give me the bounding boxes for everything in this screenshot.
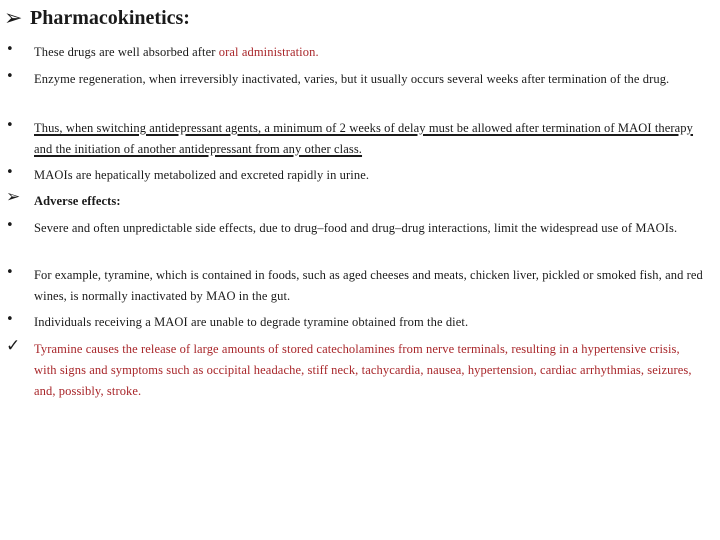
bullet-icon: • [6,165,14,180]
subsection-heading-text: Adverse effects: [34,194,121,208]
list-item-text: MAOIs are hepatically metabolized and excreted rapidly in urine. [34,168,370,182]
heading-text: Pharmacokinetics: [30,7,190,29]
list-item-text: Tyramine causes the release of large amounts of stored catecholamines from nerve terminals, resulting in a hypertensive crisis, with signs and symptoms such as occipital headache, stiff neck, tachycardia, nausea, hypertension, cardiac arrhythmias, seizures, and, possibly, stroke. [34,342,692,398]
bullet-icon: • [6,218,14,233]
list-item-text: For example, tyramine, which is contained in foods, such as aged cheeses and meats, chicken liver, pickled or smoked fish, and red wines, is normally inactivated by MAO in the gut. [34,268,703,303]
bullet-icon: • [6,69,14,84]
list-item-text: Enzyme regeneration, when irreversibly inactivated, varies, but it usually occurs several weeks after termination of the drug. [34,72,670,86]
bullet-icon: • [6,312,14,327]
bullet-icon: • [6,265,14,280]
arrow-bullet-icon: ➢ [6,187,21,207]
highlight-text: oral administration. [218,45,319,59]
list-item-text: Severe and often unpredictable side effects, due to drug–food and drug–drug interactions, limit the widespread use of MAOIs. [34,221,678,235]
check-icon: ✓ [6,336,21,356]
bullet-icon: • [6,118,14,133]
section-heading-pharmacokinetics [4,6,190,31]
list-item-text: Individuals receiving a MAOI are unable to degrade tyramine obtained from the diet. [34,315,469,329]
list-item-text: Thus, when switching antidepressant agents, a minimum of 2 weeks of delay must be allowed after termination of MAOI therapy and the initiation of another antidepressant from any other class. [34,121,694,156]
arrow-bullet-icon: ➢ [4,6,23,31]
bullet-icon: • [6,42,14,57]
list-item-text: These drugs are well absorbed after oral administration. [34,45,319,59]
